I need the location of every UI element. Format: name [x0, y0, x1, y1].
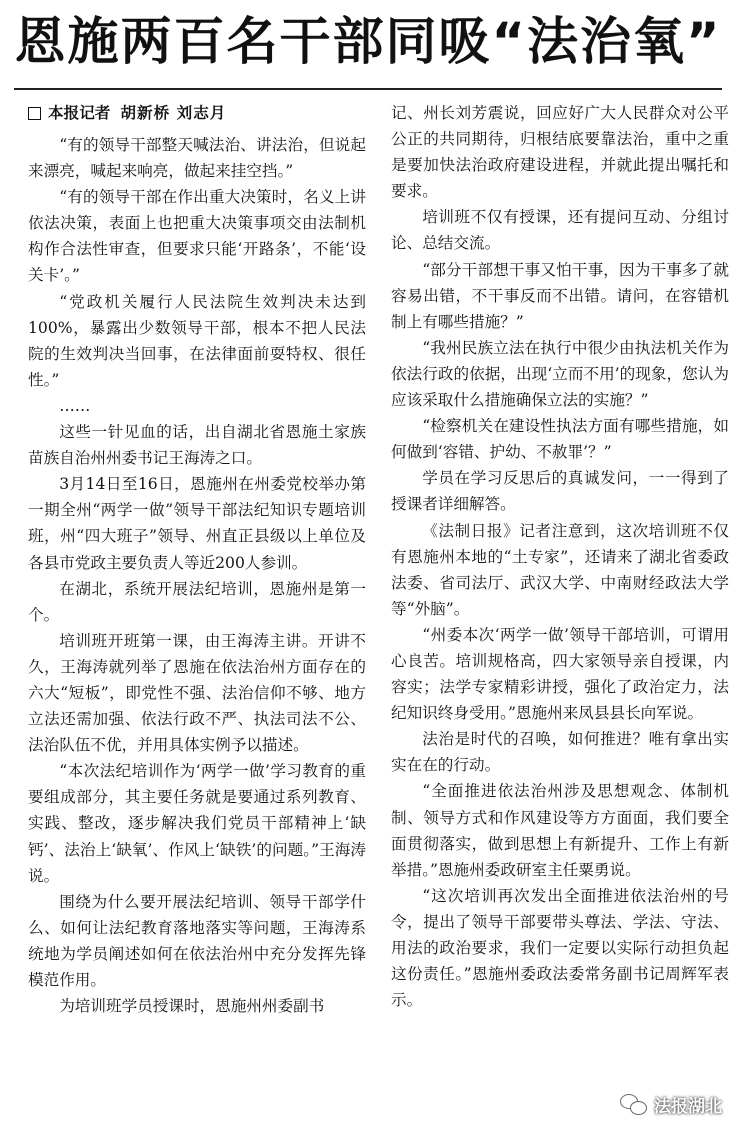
byline — [28, 100, 366, 126]
paragraph: “州委本次‘两学一做’领导干部培训，可谓用心良苦。培训规格高，四大家领导亲自授课，内容实；法学专家精彩讲授，强化了政治定力，法纪知识终身受用。”恩施州来凤县县长向军说。 — [391, 625, 729, 723]
wechat-icon — [620, 1094, 648, 1116]
paragraph: 培训班开班第一课，由王海涛主讲。开讲不久，王海涛就列举了恩施在依法治州方面存在的六大“短板”，即党性不强、法治信仰不够、地方立法还需加强、依法行政不严、执法司法不公、法治队伍不优，并用具体实例予以描述。 — [28, 631, 366, 755]
paragraph: “我州民族立法在执行中很少由执法机关作为依法行政的依据，出现‘立而不用’的现象，您认为应该采取什么措施确保立法的实施？” — [391, 338, 729, 410]
paragraph-continued: 记、州长刘芳震说，回应好广大人民群众对公平公正的共同期待，归根结底要靠法治，重中之重是要加快法治政府建设进程，并就此提出嘱托和要求。 — [391, 104, 729, 201]
paragraph: 学员在学习反思后的真诚发问，一一得到了授课者详细解答。 — [391, 469, 729, 514]
headline: 恩施两百名干部同吸“法治氧” — [14, 13, 722, 72]
paragraph: “党政机关履行人民法院生效判决未达到100%，暴露出少数领导干部，根本不把人民法院的生效判决当回事，在法律面前耍特权、很任性。” — [28, 292, 366, 389]
paragraph: 《法制日报》记者注意到，这次培训班不仅有恩施州本地的“土专家”，还请来了湖北省委政法委、省司法厅、武汉大学、中南财经政法大学等“外脑”。 — [391, 521, 729, 618]
paragraph: 3月14日至16日，恩施州在州委党校举办第一期全州“两学一做”领导干部法纪知识专题培训班，州“四大班子”领导、州直正县级以上单位及各县市党政主要负责人等近200人参训。 — [28, 475, 366, 572]
headline-divider — [14, 88, 722, 90]
ellipsis: …… — [59, 396, 91, 415]
paragraph: “本次法纪培训作为‘两学一做’学习教育的重要组成部分，其主要任务就是要通过系列教育、实践、整改，逐步解决我们党员干部精神上‘缺钙’、法治上‘缺氧’、作风上‘缺铁’的问题。”王海涛说。 — [28, 762, 366, 885]
paragraph: “这次培训再次发出全面推进依法治州的号令，提出了领导干部要带头尊法、学法、守法、用法的政治要求，我们一定要以实际行动担负起这份责任。”恩施州委政法委常务副书记周辉军表示。 — [391, 886, 729, 1010]
paragraph: 这些一针见血的话，出自湖北省恩施土家族苗族自治州州委书记王海涛之口。 — [28, 423, 366, 468]
paragraph: 法治是时代的召唤，如何推进？唯有拿出实实在在的行动。 — [391, 730, 729, 775]
paragraph: 为培训班学员授课时，恩施州州委副书 — [59, 997, 325, 1016]
paragraph: “全面推进依法治州涉及思想观念、体制机制、领导方式和作风建设等方方面面，我们要全面贯彻落实，做到思想上有新提升、工作上有新举措。”恩施州委政研室主任粟勇说。 — [391, 782, 729, 879]
paragraph: 围绕为什么要开展法纪培训、领导干部学什么、如何让法纪教育落地落实等问题，王海涛系统地为学员阐述如何在依法治州中充分发挥先锋模范作用。 — [28, 892, 366, 989]
paragraph: “检察机关在建设性执法方面有哪些措施，如何做到‘容错、护幼、不赦罪’？” — [391, 417, 729, 462]
byline-names: 胡新桥 刘志月 — [120, 104, 227, 122]
paragraph: “有的领导干部整天喊法治、讲法治，但说起来漂亮，喊起来响亮，做起来挂空挡。” — [28, 136, 366, 181]
article-column-right — [391, 100, 729, 1013]
square-box-icon — [28, 107, 41, 120]
paragraph: 在湖北，系统开展法纪培训，恩施州是第一个。 — [28, 579, 366, 624]
watermark — [620, 1092, 722, 1117]
paragraph: 培训班不仅有授课，还有提问互动、分组讨论、总结交流。 — [391, 208, 729, 253]
paragraph: “有的领导干部在作出重大决策时，名义上讲依法决策，表面上也把重大决策事项交由法制机构作合法性审查，但要求只能‘开路条’，不能‘设关卡’。” — [28, 188, 366, 285]
paragraph: “部分干部想干事又怕干事，因为干事多了就容易出错，不干事反而不出错。请问，在容错机制上有哪些措施？” — [391, 260, 729, 331]
watermark-text: 法报湖北 — [654, 1097, 722, 1117]
byline-role: 本报记者 — [48, 104, 111, 122]
article-column-left — [28, 100, 366, 1019]
